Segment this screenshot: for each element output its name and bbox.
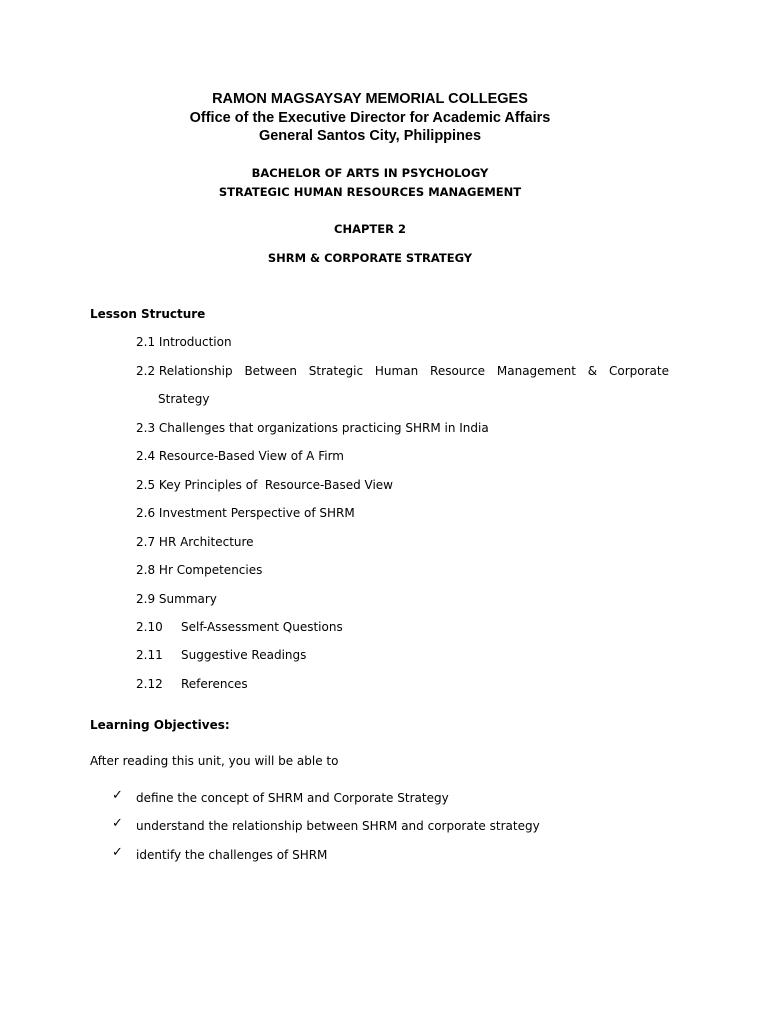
lesson-item-number: 2.1 [136, 335, 156, 349]
lesson-item-2-5: 2.5 Key Principles of Resource-Based View [136, 478, 393, 492]
lesson-item-2-10: 2.10 Self-Assessment Questions [136, 620, 343, 634]
learning-objectives-heading: Learning Objectives: [90, 718, 230, 732]
lesson-item-2-1 [136, 335, 232, 349]
chapter-number: CHAPTER 2 [334, 222, 406, 236]
lesson-item-2-3: 2.3 Challenges that organizations practicing SHRM in India [136, 421, 489, 435]
lesson-item-2-12: 2.12 References [136, 677, 248, 691]
lesson-item-2-11: 2.11 Suggestive Readings [136, 648, 307, 662]
subject-title: STRATEGIC HUMAN RESOURCES MANAGEMENT [218, 185, 522, 199]
learning-objectives-intro: After reading this unit, you will be able to [90, 754, 339, 768]
checkmark-icon: ✓ [112, 816, 123, 831]
objective-item: understand the relationship between SHRM and corporate strategy [136, 819, 540, 833]
lesson-item-2-8: 2.8 Hr Competencies [136, 563, 263, 577]
lesson-item-text: Introduction [158, 335, 232, 349]
objective-item: identify the challenges of SHRM [136, 848, 328, 862]
lesson-item-2-9: 2.9 Summary [136, 592, 217, 606]
office-name: Office of the Executive Director for Academic Affairs [189, 110, 551, 126]
checkmark-icon: ✓ [112, 845, 123, 860]
checkmark-icon: ✓ [112, 788, 123, 803]
lesson-item-2-7: 2.7 HR Architecture [136, 535, 254, 549]
chapter-title: SHRM & CORPORATE STRATEGY [267, 251, 473, 265]
lesson-structure-heading: Lesson Structure [90, 307, 206, 321]
lesson-item-number-2-2: 2.2 Relationship [136, 364, 233, 378]
institution-name: RAMON MAGSAYSAY MEMORIAL COLLEGES [212, 91, 528, 107]
lesson-item-2-4: 2.4 Resource-Based View of A Firm [136, 449, 344, 463]
lesson-item-2-6: 2.6 Investment Perspective of SHRM [136, 506, 355, 520]
objective-item: define the concept of SHRM and Corporate Strategy [136, 791, 449, 805]
lesson-item-2-2: 2.2 Relationship Between Strategic Human Resource Management & Corporate [136, 364, 669, 378]
lesson-item-2-2-continuation: Strategy [158, 392, 210, 406]
office-location: General Santos City, Philippines [258, 128, 482, 144]
program-title: BACHELOR OF ARTS IN PSYCHOLOGY [251, 166, 489, 180]
